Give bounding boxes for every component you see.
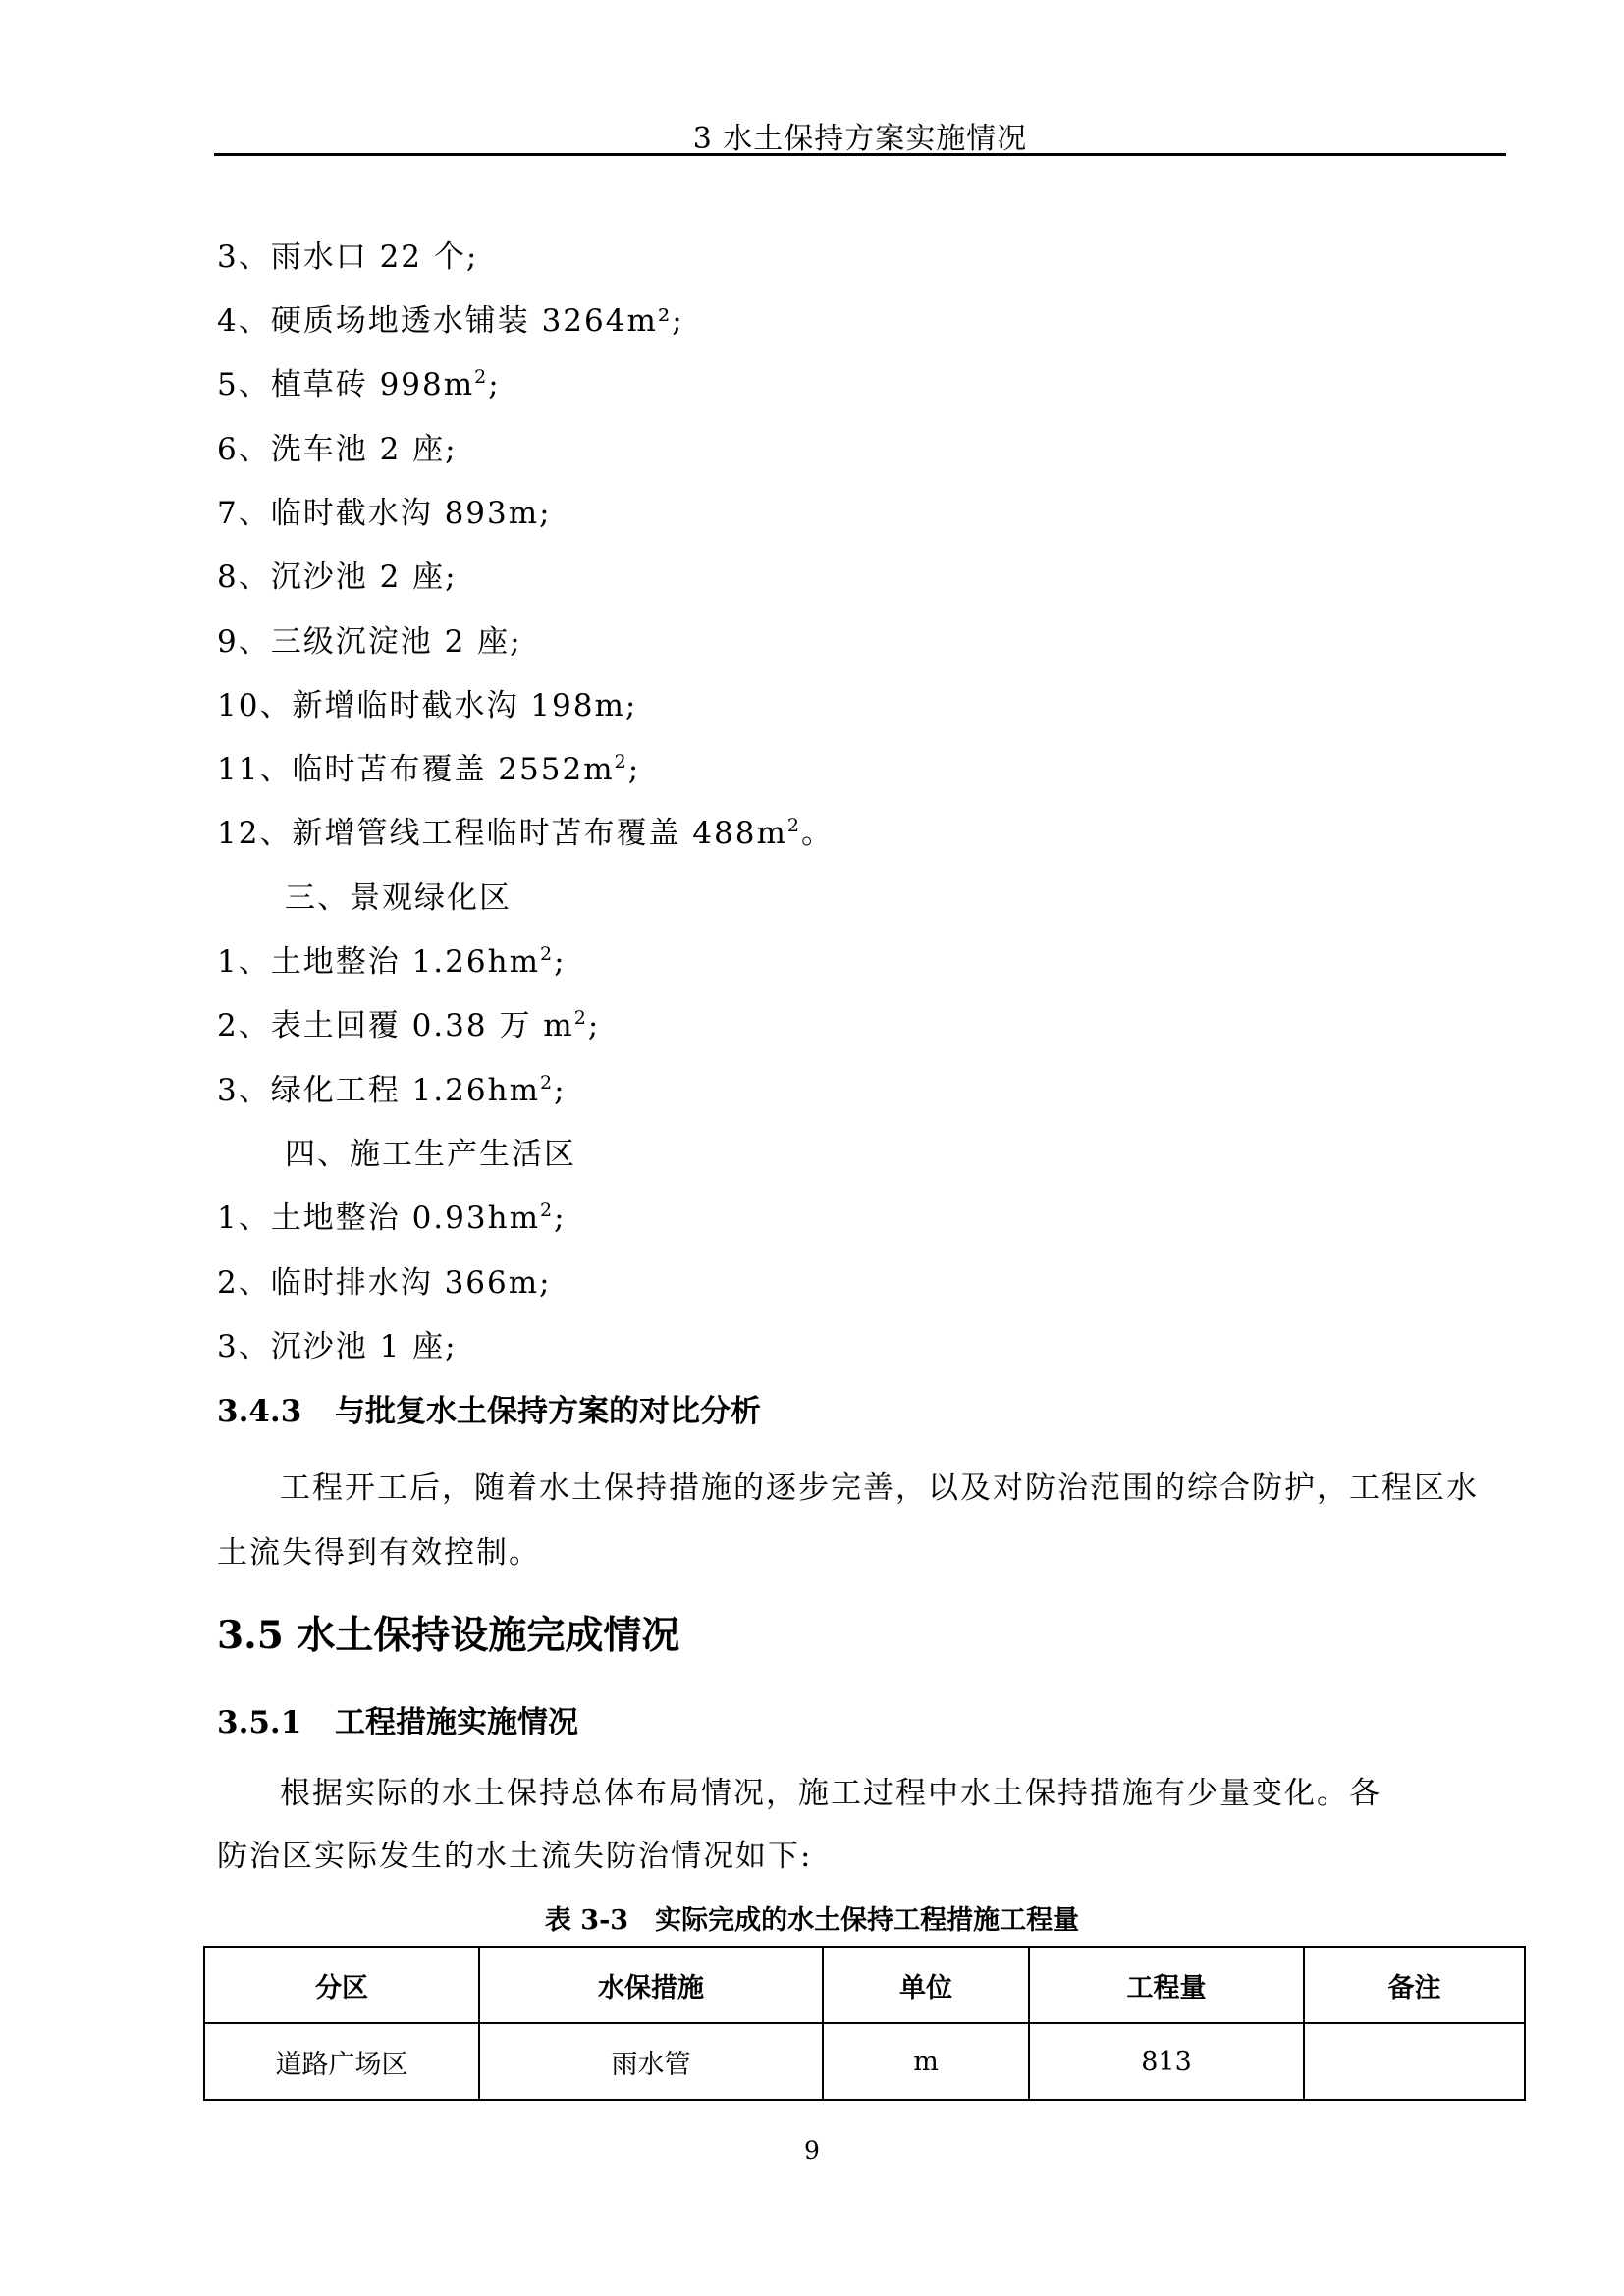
heading-3-5-1 [217, 1703, 578, 1742]
heading-number: 3.4.3 [217, 1394, 302, 1429]
paragraph-line: 防治区实际发生的水土流失防治情况如下: [217, 1839, 813, 1874]
paragraph-line: 根据实际的水土保持总体布局情况，施工过程中水土保持措施有少量变化。各 [280, 1776, 1381, 1811]
table-header-row [204, 1947, 1525, 2023]
list-item: 7、临时截水沟 893m; [217, 496, 552, 531]
heading-text: 工程措施实施情况 [335, 1705, 578, 1740]
list-item: 10、新增临时截水沟 198m; [217, 688, 638, 723]
list-item: 3、雨水口 22 个; [217, 240, 479, 275]
heading-3-4-3 [217, 1392, 761, 1431]
list-item: 9、三级沉淀池 2 座; [217, 624, 522, 660]
list-item: 8、沉沙池 2 座; [217, 560, 458, 595]
list-item: 6、洗车池 2 座; [217, 432, 458, 467]
paragraph-line: 土流失得到有效控制。 [217, 1535, 541, 1571]
list-item: 12、新增管线工程临时苫布覆盖 $488m^2$。 [217, 815, 834, 851]
table-cell [1304, 2023, 1525, 2100]
measures-table [203, 1946, 1526, 2101]
column-header: 分区 [204, 1947, 479, 2023]
table-caption: 表 3-3 实际完成的水土保持工程措施工程量 [544, 1905, 1080, 1936]
list-item: 2、临时排水沟 366m; [217, 1265, 552, 1301]
header-rule [214, 153, 1506, 156]
list-item: 1、土地整治 $0.93hm^2$; [217, 1200, 567, 1236]
page-number: 9 [804, 2136, 820, 2164]
table-cell: 813 [1029, 2023, 1304, 2100]
list-item: 3、沉沙池 1 座; [217, 1329, 458, 1364]
heading-number: 3.5.1 [217, 1705, 302, 1740]
list-item: 5、植草砖 $998m^2$; [217, 366, 501, 402]
list-item: 4、硬质场地透水铺装 3264m²; [217, 303, 684, 339]
table-cell: 雨水管 [479, 2023, 823, 2100]
column-header: 工程量 [1029, 1947, 1304, 2023]
list-item: 1、土地整治 $1.26hm^2$; [217, 943, 567, 980]
table-cell: 道路广场区 [204, 2023, 479, 2100]
list-item: 2、表土回覆 0.38 万 $m^2$; [217, 1007, 601, 1043]
heading-3-5: 3.5 水土保持设施完成情况 [217, 1613, 680, 1658]
column-header: 水保措施 [479, 1947, 823, 2023]
heading-text: 与批复水土保持方案的对比分析 [335, 1394, 761, 1429]
table-cell: m [823, 2023, 1029, 2100]
column-header: 单位 [823, 1947, 1029, 2023]
table-row [204, 2023, 1525, 2100]
section-title-landscape: 三、景观绿化区 [285, 881, 512, 916]
paragraph-line: 工程开工后，随着水土保持措施的逐步完善，以及对防治范围的综合防护，工程区水 [280, 1470, 1479, 1506]
running-header-title: 3 水土保持方案实施情况 [692, 122, 1028, 156]
list-item: 3、绿化工程 $1.26hm^2$; [217, 1072, 567, 1108]
column-header: 备注 [1304, 1947, 1525, 2023]
section-title-construction: 四、施工生产生活区 [285, 1137, 576, 1172]
list-item: 11、临时苫布覆盖 $2552m^2$; [217, 751, 641, 787]
